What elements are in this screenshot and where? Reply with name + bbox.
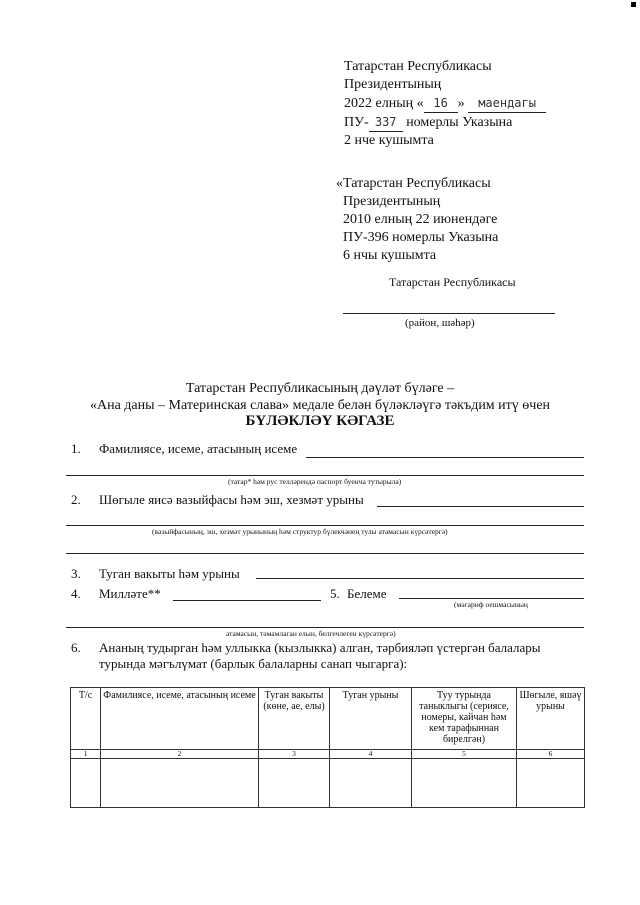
- col-header-number: Т/с: [71, 688, 101, 750]
- decree-number: 337: [369, 113, 403, 132]
- col-number-2: 2: [101, 750, 259, 759]
- original-line-republic: «Татарстан Республикасы: [336, 176, 491, 191]
- appendix-line-attachment: 2 нче кушымта: [344, 133, 434, 148]
- item-1-field[interactable]: [306, 457, 584, 458]
- original-line-decree: ПУ-396 номерлы Указына: [343, 230, 499, 245]
- table-cell[interactable]: [71, 759, 101, 808]
- table-cell[interactable]: [101, 759, 259, 808]
- item-1-number: 1.: [71, 441, 81, 456]
- item-3-field[interactable]: [256, 578, 584, 579]
- col-header-birth-place: Туган урыны: [330, 688, 412, 750]
- item-6-label-line-1: Ананың тудырган һәм уллыкка (кызлыкка) алган, тәрбияләп үстергән балалары: [99, 640, 541, 655]
- table-cell[interactable]: [517, 759, 585, 808]
- decree-prefix: ПУ-: [344, 115, 369, 130]
- decree-suffix: номерлы Указына: [406, 115, 513, 130]
- appendix-line-republic: Татарстан Республикасы: [344, 59, 492, 74]
- col-number-5: 5: [412, 750, 517, 759]
- original-appendix: [336, 175, 498, 265]
- appendix-line-president: Президентының: [344, 77, 442, 92]
- original-line-date: 2010 елның 22 июнендәге: [343, 212, 498, 227]
- item-4-field[interactable]: [173, 600, 321, 601]
- table-row: [71, 759, 585, 808]
- item-5-number: 5.: [330, 586, 340, 601]
- original-line-attachment: 6 нчы кушымта: [343, 248, 437, 263]
- table-header-row: [71, 688, 585, 750]
- item-5-note: (мәгариф оешмасының: [454, 600, 528, 609]
- col-header-occupation: Шөгыле, яшәү урыны: [517, 688, 585, 750]
- table-cell[interactable]: [412, 759, 517, 808]
- region-note: (район, шәһәр): [405, 317, 475, 329]
- item-1-field-line-2[interactable]: [66, 475, 584, 476]
- item-3-label: Туган вакыты һәм урыны: [99, 566, 240, 581]
- col-number-1: 1: [71, 750, 101, 759]
- item-2-label: Шөгыле яисә вазыйфасы һәм эш, хезмәт урыны: [99, 492, 364, 507]
- children-table: [70, 687, 585, 808]
- table-cell[interactable]: [330, 759, 412, 808]
- item-1-note: (татар* һәм рус телләрендә паспорт буенча тутырыла): [228, 477, 402, 486]
- appendix-decree-line: [344, 113, 546, 132]
- corner-mark: [631, 2, 636, 7]
- table-column-numbers-row: [71, 750, 585, 759]
- item-5-note-2: атамасын, тәмамлаган елын, белгечлеген күрсәтергә): [226, 629, 396, 638]
- region-title: Татарстан Республикасы: [389, 275, 516, 289]
- original-line-president: Президентының: [343, 194, 441, 209]
- col-number-6: 6: [517, 750, 585, 759]
- item-2-field-line-2[interactable]: [66, 525, 584, 526]
- document-title: БҮЛӘКЛӘҮ КӘГАЗЕ: [245, 413, 395, 429]
- date-month: маендагы: [468, 94, 546, 113]
- item-1-label: Фамилиясе, исеме, атасының исеме: [99, 441, 298, 456]
- appendix-header: [344, 58, 546, 150]
- item-5-field[interactable]: [399, 598, 584, 599]
- item-4-number: 4.: [71, 586, 81, 601]
- date-prefix: 2022 елның «: [344, 96, 424, 111]
- date-mid: »: [457, 96, 465, 111]
- item-2-note: (вазыйфасының, эш, хезмәт урынының һәм структур бүлекчәнең тулы атамасын күрсәтергә): [152, 527, 448, 536]
- region-field-line[interactable]: [343, 313, 555, 314]
- item-2-number: 2.: [71, 492, 81, 507]
- col-number-3: 3: [259, 750, 330, 759]
- item-3-number: 3.: [71, 566, 81, 581]
- appendix-date-line: [344, 94, 546, 113]
- item-6-label-line-2: турында мәгълүмат (барлык балаларны санап чыгарга):: [99, 656, 408, 671]
- item-2-field-line-3[interactable]: [66, 553, 584, 554]
- item-5-label: Белеме: [347, 586, 387, 601]
- col-header-birth-date: Туган вакыты (көне, ае, елы): [259, 688, 330, 750]
- item-4-label: Милләте**: [99, 586, 161, 601]
- col-header-birth-certificate: Туу турында таныклыгы (сериясе, номеры, кайчан һәм кем тарафыннан бирелгән): [412, 688, 517, 750]
- item-2-field[interactable]: [377, 506, 584, 507]
- heading-line-1: Татарстан Республикасының дәүләт бүләге –: [185, 381, 455, 396]
- item-6-number: 6.: [71, 640, 81, 655]
- heading-line-2: «Ана даны – Материнская слава» медале белән бүләкләүгә тәкъдим итү өчен: [89, 398, 551, 413]
- table-cell[interactable]: [259, 759, 330, 808]
- item-5-field-line-2[interactable]: [66, 627, 584, 628]
- date-day: 16: [424, 94, 458, 113]
- col-number-4: 4: [330, 750, 412, 759]
- col-header-name: Фамилиясе, исеме, атасының исеме: [101, 688, 259, 750]
